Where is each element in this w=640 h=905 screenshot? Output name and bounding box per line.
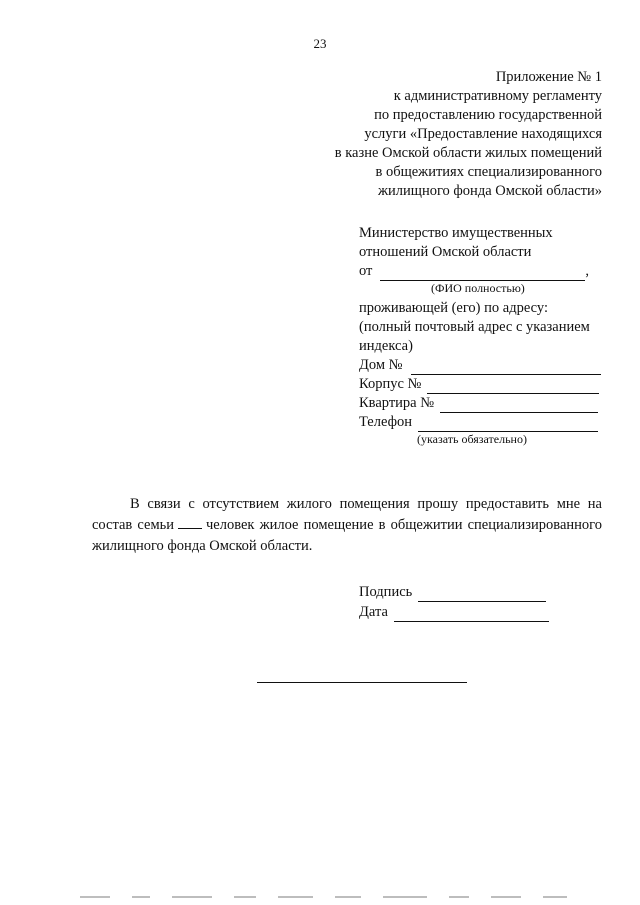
- address-hint: индекса): [359, 338, 413, 354]
- address-hint: (полный почтовый адрес с указанием: [359, 319, 590, 335]
- addressee-line: отношений Омской области: [359, 244, 532, 260]
- date-label: Дата: [359, 604, 388, 620]
- addressee-line: Министерство имущественных: [359, 225, 553, 241]
- appendix-line: к административному регламенту: [393, 88, 602, 104]
- from-comma: ,: [585, 263, 590, 279]
- request-text: [92, 494, 602, 557]
- building-label: Корпус №: [359, 376, 422, 392]
- date-row: [359, 602, 549, 622]
- request-text-part2: человек жилое помещение в общежитии специализированного жилищного фонда Омской области.: [92, 517, 602, 554]
- apartment-label: Квартира №: [359, 395, 435, 411]
- phone-field[interactable]: [418, 416, 598, 432]
- apartment-row: [359, 394, 609, 413]
- phone-row: [359, 413, 609, 432]
- from-row: [359, 262, 609, 281]
- house-label: Дом №: [359, 357, 403, 373]
- appendix-line: в казне Омской области жилых помещений: [334, 145, 602, 161]
- scan-artifact: [80, 896, 620, 900]
- appendix-line: по предоставлению государственной: [374, 107, 602, 123]
- phone-label: Телефон: [359, 414, 412, 430]
- signature-row: [359, 582, 549, 602]
- building-row: [359, 375, 609, 394]
- end-separator: [257, 682, 467, 683]
- phone-hint: (указать обязательно): [417, 432, 527, 446]
- request-text-part1: В связи с отсутствием жилого помещения прошу предоставить мне на состав семьи: [92, 496, 602, 533]
- house-field[interactable]: [411, 359, 601, 375]
- appendix-line: в общежитиях специализированного: [375, 164, 602, 180]
- fio-field[interactable]: [380, 265, 585, 281]
- date-field[interactable]: [394, 606, 549, 622]
- appendix-header: [335, 68, 602, 201]
- building-field[interactable]: [427, 378, 599, 394]
- addressee-block: [359, 224, 609, 447]
- from-label: от: [359, 263, 373, 279]
- appendix-line: Приложение № 1: [495, 69, 602, 85]
- apartment-field[interactable]: [440, 397, 598, 413]
- fio-hint: (ФИО полностью): [431, 281, 525, 295]
- signature-block: [359, 582, 549, 622]
- appendix-line: услуги «Предоставление находящихся: [364, 126, 602, 142]
- signature-label: Подпись: [359, 584, 413, 600]
- appendix-line: жилищного фонда Омской области»: [378, 183, 602, 199]
- house-row: [359, 356, 609, 375]
- residing-label: проживающей (его) по адресу:: [359, 300, 548, 316]
- page-number: 23: [313, 36, 327, 51]
- signature-field[interactable]: [418, 586, 546, 602]
- family-size-field[interactable]: [178, 515, 202, 529]
